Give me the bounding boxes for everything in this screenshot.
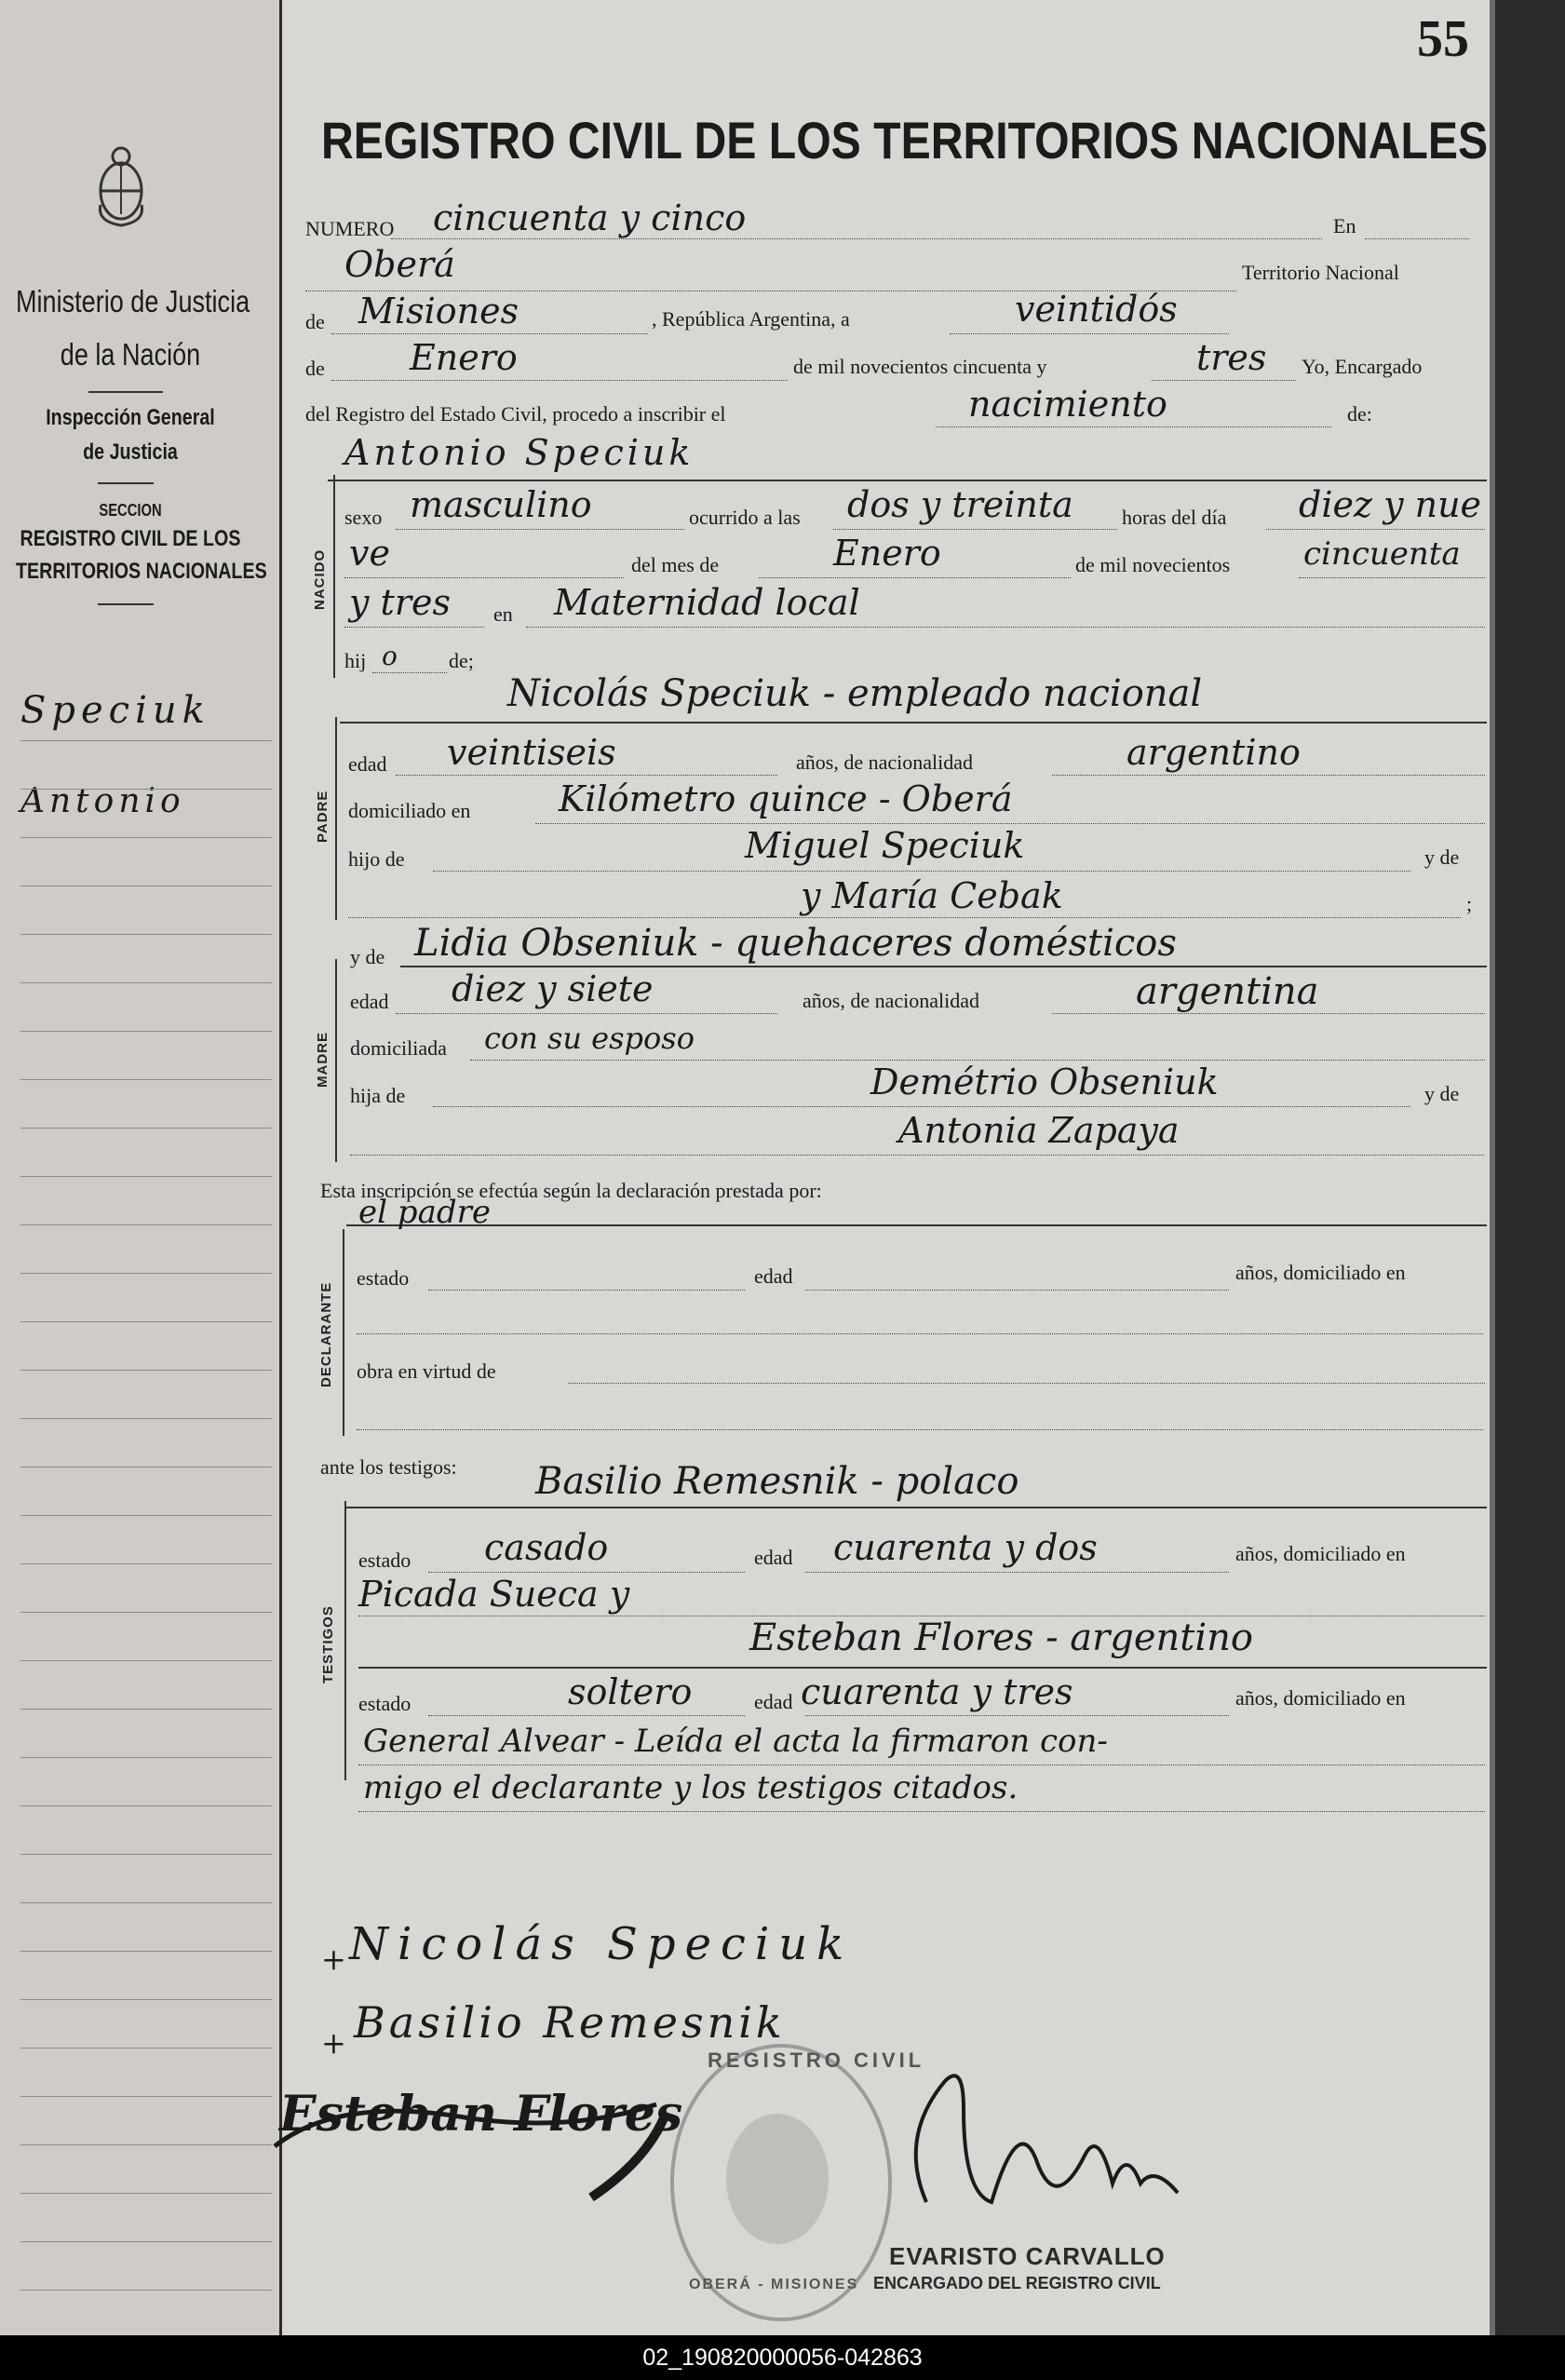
label-declarante-estado: estado [357,1266,410,1290]
rule-testigo1-edad [805,1572,1229,1573]
label-padre-edad: edad [348,752,387,776]
entry-padre-edad: veintiseis [447,732,616,773]
label-en-lugar: en [493,602,513,626]
entry-localidad: Oberá [344,244,455,285]
entry-testigo2-edad: cuarenta y tres [801,1671,1073,1712]
rule-padre-nac [1052,775,1485,776]
ministry-divider [88,391,163,393]
label-declarante-anos-dom: años, domiciliado en [1235,1261,1406,1284]
margin-ruled-line [20,789,272,790]
label-declarante: DECLARANTE [318,1281,334,1387]
margin-ruled-line [20,1273,272,1274]
label-madre: MADRE [315,1032,331,1088]
rule-obra [568,1383,1485,1384]
margin-ruled-line [20,1128,272,1129]
rule-testigo1 [346,1507,1487,1508]
entry-dia: veintidós [1015,289,1178,330]
margin-ruled-line [20,1031,272,1032]
entry-madre-nac: argentina [1136,970,1319,1013]
label-testigo2-anos-dom: años, domiciliado en [1235,1686,1406,1710]
entry-nombre: Antonio Speciuk [344,432,695,473]
entry-territorio: Misiones [358,291,519,331]
margin-ruled-line [20,2193,272,2194]
rule-declarante-2 [357,1333,1483,1334]
label-republica: , República Argentina, a [652,307,850,331]
label-testigo2-estado: estado [358,1692,411,1715]
margin-ruled-line [20,1999,272,2000]
rule-sexo [396,529,684,530]
rule-madre-edad [396,1013,777,1014]
stamp-top-text: REGISTRO CIVIL [708,2049,925,2072]
entry-padre-y-de: y María Cebak [801,875,1063,916]
rule-padre-hijo-de [433,871,1410,872]
margin-given-name: Antonio [20,782,185,820]
entry-padre-dom: Kilómetro quince - Oberá [559,778,1013,819]
signature-2-mark: + [321,2025,346,2061]
page-title: REGISTRO CIVIL DE LOS TERRITORIOS NACIONALES [321,111,1489,169]
rule-madre-hija-de [433,1106,1410,1107]
entry-numero: cincuenta y cinco [433,197,747,238]
official-role: ENCARGADO DEL REGISTRO CIVIL [873,2274,1161,2292]
rule-testigo1-estado [428,1572,745,1573]
seccion-divider [98,603,154,605]
signature-esteban: Esteban Flores [279,2086,683,2143]
label-ante-testigos: ante los testigos: [320,1455,457,1479]
rule-madre-nac [1052,1013,1485,1014]
label-de-mil: de mil novecientos cincuenta y [793,355,1047,378]
label-horas-del-dia: horas del día [1122,506,1227,529]
rule-hora [833,529,1117,530]
label-esta-inscripcion: Esta inscripción se efectúa según la declaración prestada por: [320,1179,822,1202]
entry-testigo2-dom-2: migo el declarante y los testigos citados. [363,1769,1019,1806]
bracket-padre [335,717,346,920]
label-madre-hija-de: hija de [350,1084,406,1107]
rule-declarante-estado [428,1290,745,1291]
rule-en [1365,238,1469,239]
rule-dia-nac-2 [344,577,624,578]
label-territorio: Territorio Nacional [1242,261,1399,284]
rule-declarante-edad [805,1290,1229,1291]
label-de-1: de [305,310,325,333]
label-padre-anos-nac: años, de nacionalidad [796,751,973,774]
rule-lugar [526,627,1485,628]
label-declarante-edad: edad [754,1264,793,1288]
margin-ruled-line [20,1951,272,1952]
label-semicolon: ; [1466,892,1473,915]
rule-mes-nac [759,577,1071,578]
margin-ruled-line [20,837,272,838]
rule-ano-nac-2 [344,627,484,628]
page-number: 55 [1417,10,1469,68]
entry-padre-nombre: Nicolás Speciuk - empleado nacional [507,672,1203,715]
margin-ruled-line [20,1563,272,1564]
rule-declarante-4 [357,1429,1483,1430]
rule-ano [1152,380,1296,381]
margin-surname: Speciuk [20,689,210,732]
margin-ruled-line [20,1902,272,1903]
label-testigo1-anos-dom: años, domiciliado en [1235,1542,1406,1565]
signature-flourish-icon [265,2076,694,2207]
margin-ruled-line [20,982,272,983]
label-madre-y-de-2: y de [1424,1082,1460,1105]
label-nacido: NACIDO [312,548,328,610]
margin-ruled-line [20,2290,272,2291]
label-de-2: de [305,357,325,380]
rule-testigo2-estado [428,1715,745,1716]
label-testigos: TESTIGOS [320,1605,336,1684]
label-madre-domiciliada: domiciliada [350,1036,447,1060]
rule-padre-nombre [340,722,1487,723]
entry-madre-nombre: Lidia Obseniuk - quehaceres domésticos [414,922,1177,965]
entry-madre-dom: con su esposo [484,1021,695,1056]
signature-1-mark: + [321,1941,346,1977]
ministry-line-2: de la Nación [60,337,201,372]
rule-madre-nombre [400,966,1487,967]
rule-padre-edad [396,775,777,776]
entry-acto: nacimiento [968,384,1167,425]
rule-territorio [331,333,648,334]
bracket-madre [335,959,346,1162]
entry-ano-nac-2: y tres [349,582,451,623]
bracket-declarante [343,1229,354,1436]
rule-testigo2-dom-2 [358,1811,1485,1812]
margin-ruled-line [20,1224,272,1225]
margin-ruled-line [20,1612,272,1613]
label-testigo1-estado: estado [358,1548,411,1572]
entry-hijo-letter: o [382,641,398,671]
margin-ruled-line [20,1660,272,1661]
entry-madre-hija-de: Demétrio Obseniuk [870,1062,1219,1102]
label-testigo2-edad: edad [754,1690,793,1713]
rule-dia-nac [1266,529,1485,530]
label-sexo: sexo [344,506,383,529]
rule-ano-nac [1299,577,1485,578]
label-hij: hij [344,649,367,672]
page-binding-edge [1490,0,1565,2335]
entry-testigo2-dom-1: General Alvear - Leída el acta la firmaron con- [363,1723,1108,1760]
entry-hora: dos y treinta [847,484,1073,525]
seccion-line-2: TERRITORIOS NACIONALES [16,559,267,584]
label-madre-y-de: y de [350,945,385,968]
entry-padre-nac: argentino [1127,732,1301,773]
stamp-bottom-text: OBERÁ - MISIONES [689,2277,859,2292]
label-madre-anos-nac: años, de nacionalidad [803,989,979,1012]
entry-testigo1: Basilio Remesnik - polaco [535,1460,1019,1503]
margin-ruled-line [20,740,272,741]
official-signature-icon [861,2053,1196,2230]
entry-dia-nac-2: ve [349,533,390,574]
label-del-registro: del Registro del Estado Civil, procedo a inscribir el [305,402,726,426]
rule-testigo2 [358,1667,1487,1669]
label-ocurrido: ocurrido a las [689,506,801,529]
margin-ruled-line [20,2241,272,2242]
label-padre-hijo-de: hijo de [348,847,405,871]
official-name: EVARISTO CARVALLO [889,2242,1166,2270]
entry-padre-hijo-de: Miguel Speciuk [745,825,1025,866]
margin-ruled-line [20,2144,272,2145]
stamp-emblem [726,2114,829,2244]
margin-ruled-line [20,1709,272,1710]
rule-declarante [346,1224,1487,1226]
entry-testigo1-estado: casado [484,1527,609,1568]
label-madre-edad: edad [350,990,389,1013]
margin-ruled-line [20,2048,272,2049]
margin-ruled-line [20,934,272,935]
entry-ano-nac-1: cincuenta [1303,535,1461,573]
label-de-colon: de: [1347,402,1372,426]
entry-sexo: masculino [410,484,592,525]
margin-ruled-line [20,1176,272,1177]
rule-padre-dom [535,823,1485,824]
signature-basilio: Basilio Remesnik [354,1997,786,2048]
left-margin-column [0,0,282,2335]
entry-lugar: Maternidad local [554,582,860,623]
entry-madre-y-de: Antonia Zapaya [898,1110,1180,1151]
entry-madre-edad: diez y siete [452,968,654,1009]
entry-testigo2-estado: soltero [568,1671,693,1712]
margin-ruled-line [20,1757,272,1758]
rule-hij [372,672,447,673]
image-id-footer: 02_190820000056-042863 [0,2335,1565,2380]
margin-ruled-line [20,2096,272,2097]
label-padre: PADRE [315,790,331,843]
margin-ruled-line [20,1805,272,1806]
margin-ruled-line [20,1079,272,1080]
margin-ruled-line [20,1370,272,1371]
rule-mes [331,380,788,381]
label-de-mil-2: de mil novecientos [1075,553,1231,576]
margin-ruled-line [20,1854,272,1855]
inspeccion-line-1: Inspección General [46,405,215,430]
label-hij-de: de; [449,649,474,672]
label-numero: NUMERO [305,217,395,240]
label-yo-encargado: Yo, Encargado [1302,355,1423,378]
margin-ruled-line [20,1321,272,1322]
label-obra-en-virtud: obra en virtud de [357,1359,496,1383]
coat-of-arms-icon [93,140,149,228]
entry-testigo1-edad: cuarenta y dos [833,1527,1098,1568]
margin-ruled-line [20,1515,272,1516]
rule-numero [391,238,1322,239]
seccion-label: SECCION [99,501,162,520]
entry-dia-nac-1: diez y nue [1299,484,1482,525]
inspeccion-divider [98,482,154,484]
label-testigo1-edad: edad [754,1546,793,1569]
rule-madre-y-de [350,1155,1484,1156]
label-padre-y-de: y de [1424,845,1460,869]
rule-dia [950,333,1229,334]
margin-ruled-line [20,1418,272,1419]
rule-acto [936,426,1331,427]
inspeccion-line-2: de Justicia [83,439,178,465]
label-del-mes-de: del mes de [631,553,720,576]
ministry-line-1: Ministerio de Justicia [16,284,250,318]
bracket-nacido [333,475,344,678]
label-padre-domiciliado: domiciliado en [348,799,471,822]
entry-mes-nac: Enero [833,533,941,574]
seccion-line-1: REGISTRO CIVIL DE LOS [20,526,241,551]
entry-declarante: el padre [358,1194,491,1231]
entry-testigo1-dom: Picada Sueca y [358,1574,630,1615]
entry-mes: Enero [410,337,518,378]
entry-ano: tres [1196,337,1267,378]
rule-padre-y-de [348,917,1461,918]
bracket-testigos [344,1501,356,1780]
rule-testigo2-edad [805,1715,1229,1716]
entry-testigo2: Esteban Flores - argentino [749,1616,1254,1659]
rule-madre-dom [470,1060,1485,1061]
label-en: En [1333,214,1356,237]
rule-nombre [328,480,1487,481]
signature-nicolas: Nicolás Speciuk [349,1918,854,1970]
